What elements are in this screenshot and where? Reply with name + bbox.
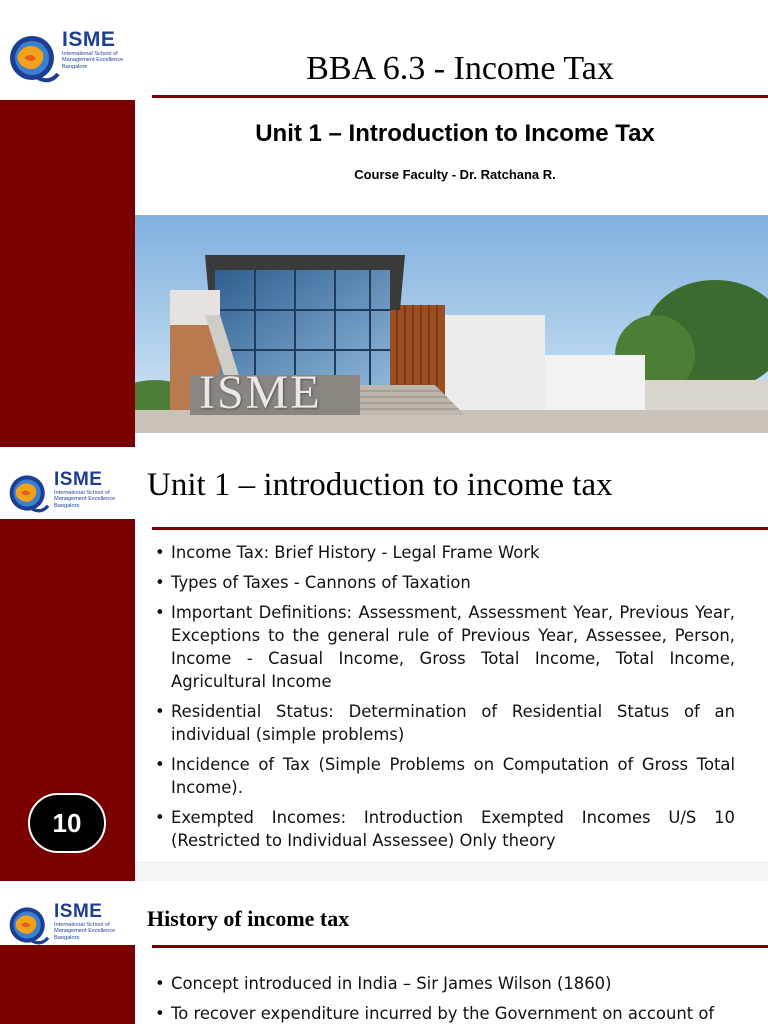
- list-item: • Important Definitions: Assessment, Assessment Year, Previous Year, Exceptions to the general rule of Previous Year, Assessee, Person, Income - Casual Income, Gross Total Income, Total Income, Agricultural Income: [155, 601, 735, 693]
- globe-icon: [8, 469, 50, 517]
- logo-panel: [0, 447, 135, 519]
- logo-name: ISME: [54, 469, 103, 490]
- isme-logo: [8, 28, 133, 88]
- slide-title: [0, 0, 768, 447]
- list-item: • Residential Status: Determination of Residential Status of an individual (simple problems): [155, 700, 735, 746]
- globe-icon: [8, 28, 60, 88]
- course-title: BBA 6.3 - Income Tax: [306, 50, 614, 87]
- campus-building-image: [135, 215, 768, 433]
- isme-logo: [8, 901, 133, 961]
- building-sign: ISME: [199, 366, 322, 419]
- course-faculty: Course Faculty - Dr. Ratchana R.: [354, 167, 556, 182]
- logo-name: ISME: [54, 901, 103, 922]
- title-divider: [152, 95, 768, 98]
- logo-name: ISME: [62, 28, 116, 51]
- heading-divider: [152, 527, 768, 530]
- history-list: [155, 972, 735, 1024]
- globe-icon: [8, 901, 50, 949]
- slide-syllabus: [0, 447, 768, 881]
- unit-heading: Unit 1 – introduction to income tax: [147, 467, 613, 503]
- isme-logo: [8, 469, 133, 529]
- logo-subtitle: International School of Management Excellence Bangalore: [54, 922, 116, 941]
- heading-divider: [152, 945, 768, 948]
- bottom-stripe: [135, 861, 768, 881]
- unit-title: Unit 1 – Introduction to Income Tax: [255, 120, 655, 147]
- logo-panel: [0, 881, 135, 945]
- syllabus-list: [155, 541, 735, 859]
- list-item: • To recover expenditure incurred by the Government on account of: [155, 1002, 735, 1024]
- list-item: • Incidence of Tax (Simple Problems on Computation of Gross Total Income).: [155, 753, 735, 799]
- list-item: • Income Tax: Brief History - Legal Frame Work: [155, 541, 735, 564]
- history-heading: History of income tax: [147, 906, 350, 931]
- hours-badge: 10: [28, 793, 106, 853]
- list-item: • Types of Taxes - Cannons of Taxation: [155, 571, 735, 594]
- logo-subtitle: International School of Management Excellence Bangalore: [62, 51, 124, 70]
- logo-subtitle: International School of Management Excellence Bangalore: [54, 490, 116, 509]
- list-item: • Concept introduced in India – Sir James Wilson (1860): [155, 972, 735, 995]
- slide-history: [0, 881, 768, 1024]
- list-item: • Exempted Incomes: Introduction Exempted Incomes U/S 10 (Restricted to Individual Assessee) Only theory: [155, 806, 735, 852]
